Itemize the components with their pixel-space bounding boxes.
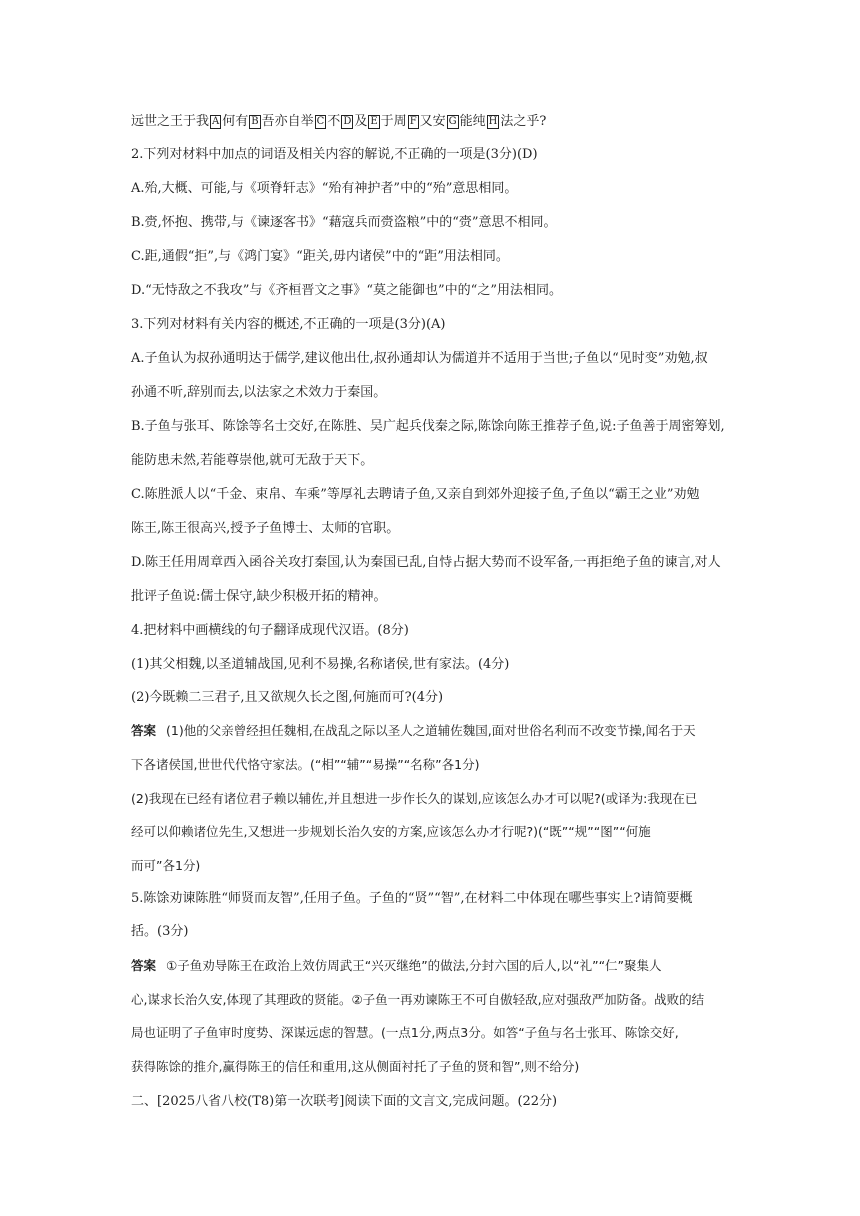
boundary-mark-box: H: [488, 116, 498, 127]
sentence-segment: 又安: [419, 114, 446, 129]
answer-label: 答案: [131, 723, 157, 738]
question-3-stem: 3.下列对材料有关内容的概述,不正确的一项是(3分)(A): [131, 317, 446, 332]
question-3-option-d-line1: D.陈王任用周章西入函谷关攻打秦国,认为秦国已乱,自恃占据大势而不设军备,一再拒绝子鱼的谏言,对人: [131, 555, 721, 570]
question-5-answer-line2: 心,谋求长治久安,体现了其理政的贤能。②子鱼一再劝谏陈王不可自傲轻敌,应对强敌严加防备。战败的结: [131, 992, 705, 1007]
question-3-option-c-line2: 陈王,陈王很高兴,授予子鱼博士、太师的官职。: [131, 521, 400, 536]
sentence-segment: 于周: [380, 114, 407, 129]
question-5-answer-line1: [131, 957, 731, 975]
sentence-segment: 远世之王于我: [131, 114, 210, 129]
question-2-option-a: A.殆,大概、可能,与《项脊轩志》“殆有神护者”中的“殆”意思相同。: [131, 181, 518, 196]
question-5-stem-line1: 5.陈馀劝谏陈胜“师贤而友智”,任用子鱼。子鱼的“贤”“智”,在材料二中体现在哪些事实上?请简要概: [131, 891, 693, 906]
question-3-option-a-line2: 孙通不听,辞别而去,以法家之术效力于秦国。: [131, 385, 387, 400]
boundary-mark-box: E: [370, 116, 378, 127]
sentence-segment: 及: [354, 114, 368, 129]
section-2-heading: 二、[2025八省八校(T8)第一次联考]阅读下面的文言文,完成问题。(22分): [131, 1094, 558, 1109]
question-4-answer-line4: 经可以仰赖诸位先生,又想进一步规划长治久安的方案,应该怎么办才行呢?)(“既”“规”“图”“何施: [131, 824, 651, 839]
answer-text: ①子鱼劝导陈王在政治上效仿周武王“兴灭继绝”的做法,分封六国的后人,以“礼”“仁”聚集人: [166, 958, 662, 973]
question-3-option-b-line1: B.子鱼与张耳、陈馀等名士交好,在陈胜、吴广起兵伐秦之际,陈馀向陈王推荐子鱼,说:子鱼善于周密筹划,: [131, 419, 725, 434]
question-3-option-c-line1: C.陈胜派人以“千金、束帛、车乘”等厚礼去聘请子鱼,又亲自到郊外迎接子鱼,子鱼以“霸王之业”劝勉: [131, 487, 700, 502]
sentence-segment: 何有: [222, 114, 249, 129]
answer-label: 答案: [131, 958, 157, 973]
boundary-mark-box: A: [212, 116, 220, 127]
question-4-answer-line1: [131, 722, 731, 740]
question-4-stem: 4.把材料中画横线的句子翻译成现代汉语。(8分): [131, 623, 409, 638]
question-3-option-d-line2: 批评子鱼说:儒士保守,缺少积极开拓的精神。: [131, 589, 387, 604]
question-4-answer-line2: 下各诸侯国,世世代代恪守家法。(“相”“辅”“易操”“名称”各1分): [131, 757, 480, 772]
sentence-segment: 吾亦自举: [261, 114, 314, 129]
sentence-segment: 不: [327, 114, 341, 129]
boundary-mark-box: G: [448, 116, 457, 127]
question-4-answer-line5: 而可”各1分): [131, 858, 201, 873]
question-5-answer-line3: 局也证明了子鱼审时度势、深谋远虑的智慧。(一点1分,两点3分。如答“子鱼与名士张耳、陈馀交好,: [131, 1025, 679, 1040]
boundary-mark-box: B: [251, 116, 259, 127]
question-2-option-d: D.“无恃敌之不我攻”与《齐桓晋文之事》“莫之能御也”中的“之”用法相同。: [131, 283, 562, 298]
boundary-mark-box: F: [409, 116, 417, 127]
question-5-stem-line2: 括。(3分): [131, 924, 189, 939]
boundary-mark-box: C: [316, 116, 325, 127]
answer-text: (1)他的父亲曾经担任魏相,在战乱之际以圣人之道辅佐魏国,面对世俗名利而不改变节操,闻名于天: [166, 723, 696, 738]
sentence-segment: 能纯: [459, 114, 486, 129]
question-4-sentence-1: (1)其父相魏,以圣道辅战国,见利不易操,名称诸侯,世有家法。(4分): [131, 657, 510, 672]
boundary-mark-box: D: [343, 116, 352, 127]
sentence-segment: 法之乎?: [500, 114, 547, 129]
question-5-answer-line4: 获得陈馀的推介,赢得陈王的信任和重用,这从侧面衬托了子鱼的贤和智”,则不给分): [131, 1059, 580, 1074]
question-3-option-a-line1: A.子鱼认为叔孙通明达于儒学,建议他出仕,叔孙通却认为儒道并不适用于当世;子鱼以“见时变”劝勉,叔: [131, 351, 708, 366]
question-4-answer-line3: (2)我现在已经有诸位君子赖以辅佐,并且想进一步作长久的谋划,应该怎么办才可以呢?(或译为:我现在已: [131, 791, 698, 806]
question-2-option-b: B.赍,怀抱、携带,与《谏逐客书》“藉寇兵而赍盗粮”中的“赍”意思不相同。: [131, 215, 557, 230]
question-3-option-b-line2: 能防患未然,若能尊崇他,就可无敌于天下。: [131, 453, 374, 468]
passage-sentence: [131, 113, 731, 131]
question-2-option-c: C.距,通假“拒”,与《鸿门宴》“距关,毋内诸侯”中的“距”用法相同。: [131, 249, 509, 264]
question-2-stem: 2.下列对材料中加点的词语及相关内容的解说,不正确的一项是(3分)(D): [131, 147, 538, 162]
question-4-sentence-2: (2)今既赖二三君子,且又欲规久长之图,何施而可?(4分): [131, 690, 444, 705]
